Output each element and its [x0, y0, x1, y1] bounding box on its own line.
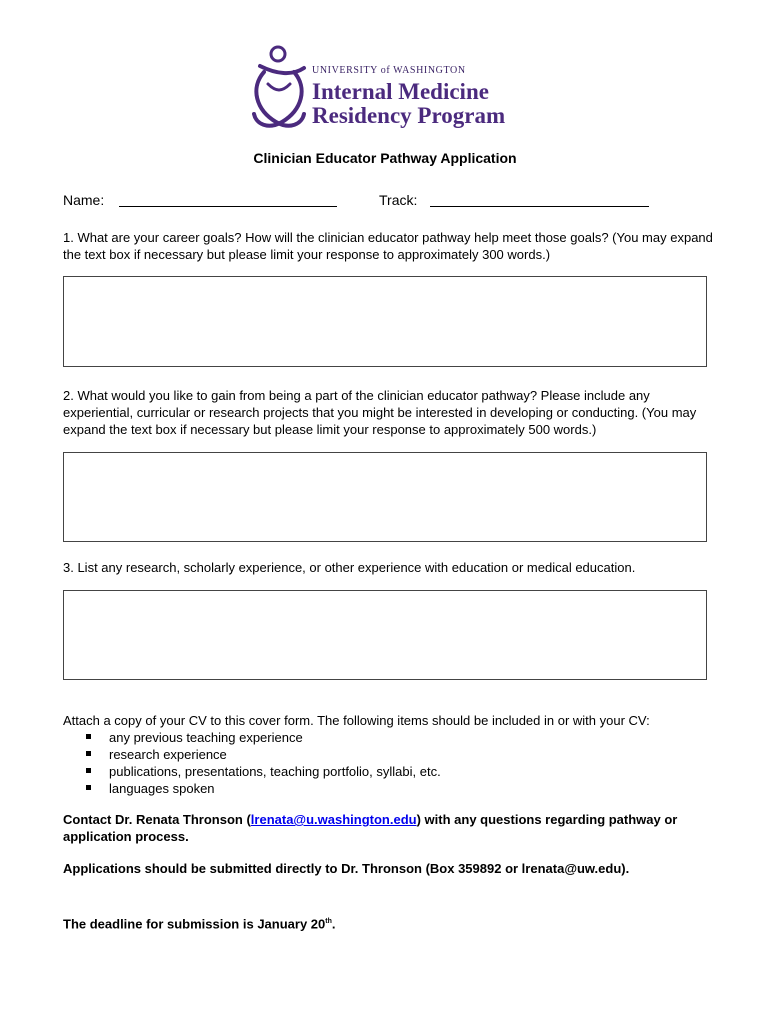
answer-box-3[interactable]: [63, 590, 707, 680]
program-logo: [246, 44, 536, 134]
cv-instructions: [63, 712, 723, 797]
university-name: UNIVERSITY of WASHINGTON: [312, 65, 466, 76]
contact-paragraph: Contact Dr. Renata Thronson (lrenata@u.washington.edu) with any questions regarding pathway or application process.: [63, 812, 678, 844]
question-2: 2. What would you like to gain from being a part of the clinician educator pathway? Please include any experiential, curricular or research projects that you might be interested in developing or conducting. (You may expand the text box if necessary but please limit your response to approximately 500 words.): [63, 388, 697, 437]
list-item: languages spoken: [63, 780, 723, 797]
contact-email-link[interactable]: lrenata@u.washington.edu: [250, 812, 417, 827]
list-item: any previous teaching experience: [63, 729, 723, 746]
logo-line-1: Internal Medicine: [312, 79, 489, 104]
track-field[interactable]: [430, 192, 649, 207]
page-title: Clinician Educator Pathway Application: [253, 150, 517, 166]
bullet-icon: [86, 734, 91, 739]
bullet-icon: [86, 785, 91, 790]
answer-box-1[interactable]: [63, 276, 707, 367]
question-1: 1. What are your career goals? How will the clinician educator pathway help meet those goals? (You may expand the text box if necessary but please limit your response to approximately 300 words.): [63, 230, 713, 262]
list-item: research experience: [63, 746, 723, 763]
bullet-icon: [86, 751, 91, 756]
track-label: Track:: [379, 192, 418, 208]
question-3: 3. List any research, scholarly experience, or other experience with education or medical education.: [63, 560, 636, 575]
cv-intro: Attach a copy of your CV to this cover form. The following items should be included in or with your CV:: [63, 713, 650, 728]
answer-box-2[interactable]: [63, 452, 707, 542]
bullet-icon: [86, 768, 91, 773]
name-label: Name:: [63, 192, 105, 208]
caduceus-logo-icon: [246, 44, 312, 134]
name-track-row: [0, 192, 770, 212]
name-field[interactable]: [119, 192, 337, 207]
cv-item-list: [63, 729, 723, 797]
list-item: publications, presentations, teaching portfolio, syllabi, etc.: [63, 763, 723, 780]
deadline-paragraph: The deadline for submission is January 20th.: [63, 916, 336, 932]
submission-paragraph: Applications should be submitted directly to Dr. Thronson (Box 359892 or lrenata@uw.edu).: [63, 861, 630, 876]
logo-line-2: Residency Program: [312, 103, 506, 128]
